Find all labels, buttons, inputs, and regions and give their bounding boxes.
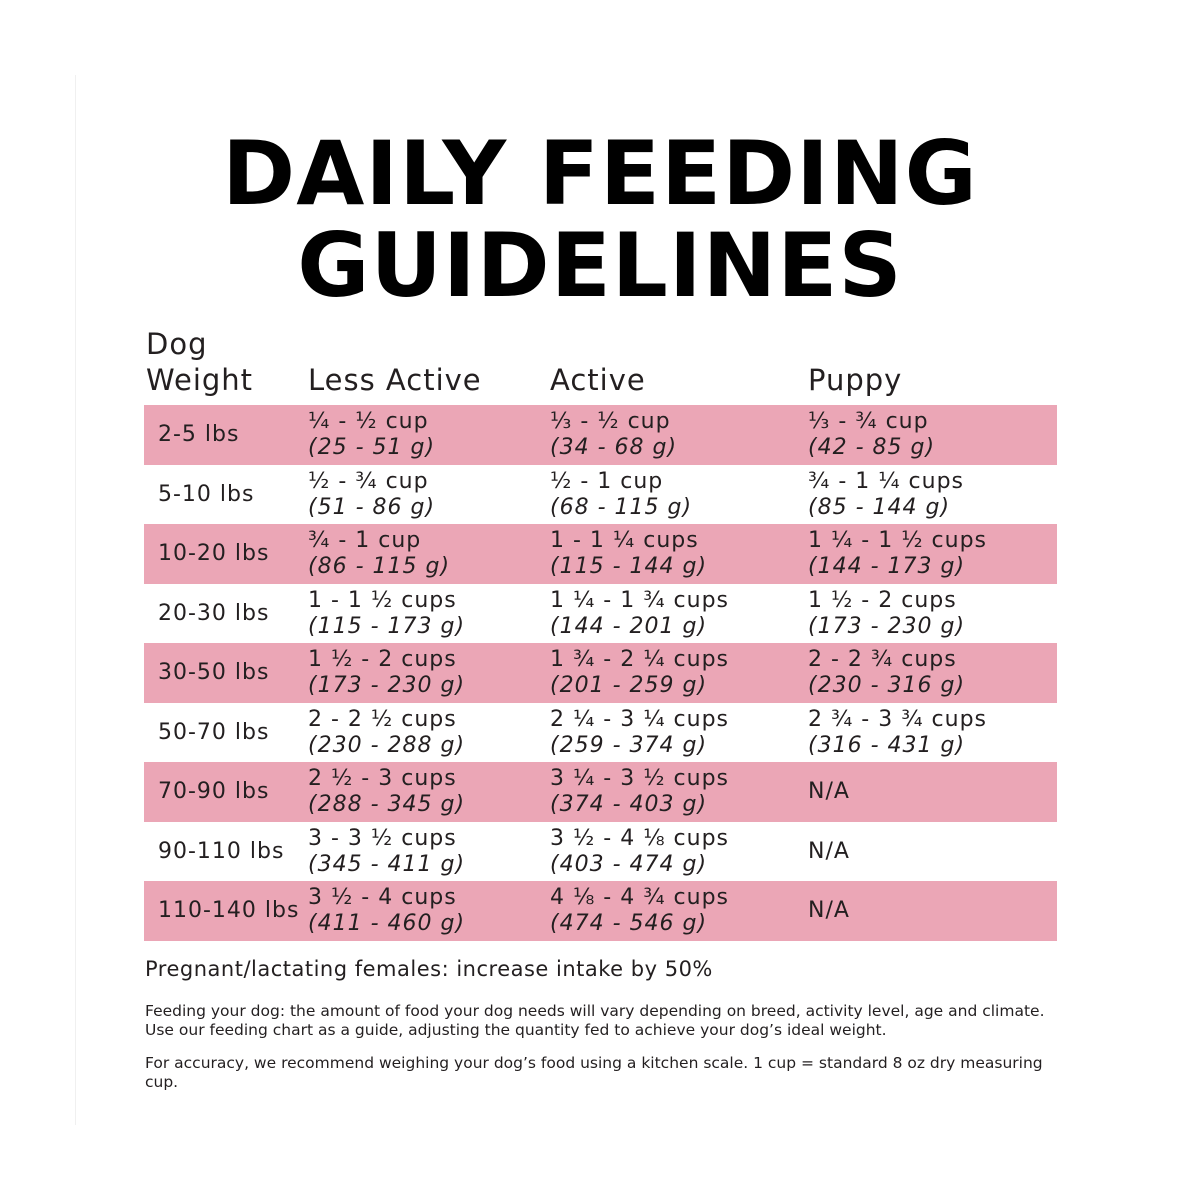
header-dog-weight-line-2: Weight	[146, 363, 254, 397]
gram-amount: (230 - 316 g)	[808, 673, 966, 698]
active-cell	[550, 885, 729, 937]
weight-cell: 2-5 lbs	[158, 422, 240, 447]
gram-amount: (345 - 411 g)	[308, 851, 466, 877]
cup-amount: ¾ - 1 cup	[308, 528, 422, 553]
title-line-1: DAILY FEEDING	[222, 122, 978, 225]
cup-amount: ⅓ - ½ cup	[550, 409, 671, 434]
cup-amount: 2 - 2 ¾ cups	[808, 647, 957, 672]
page-title	[0, 122, 1200, 317]
gram-amount: (144 - 201 g)	[550, 613, 708, 639]
less-active-cell	[308, 528, 450, 580]
cup-amount: 3 - 3 ½ cups	[308, 825, 457, 851]
less-active-cell	[308, 647, 465, 699]
less-active-cell	[308, 469, 435, 521]
cup-amount: ½ - 1 cup	[550, 468, 664, 494]
cup-amount: 1 ½ - 2 cups	[308, 647, 457, 672]
cup-amount: 2 - 2 ½ cups	[308, 706, 457, 732]
header-puppy: Puppy	[808, 363, 903, 397]
table-row	[144, 584, 1057, 644]
feeding-table	[144, 405, 1057, 941]
active-cell	[550, 647, 729, 699]
cup-amount: 3 ½ - 4 ⅛ cups	[550, 825, 730, 851]
cup-amount: ¼ - ½ cup	[308, 409, 429, 434]
header-dog-weight	[146, 326, 253, 398]
header-dog-weight-line-1: Dog	[146, 327, 208, 361]
cup-amount: 4 ⅛ - 4 ¾ cups	[550, 885, 730, 910]
pregnant-note: Pregnant/lactating females: increase intake by 50%	[145, 957, 713, 981]
title-line-2: GUIDELINES	[297, 214, 903, 317]
table-row	[144, 703, 1057, 763]
puppy-cell	[808, 707, 987, 759]
table-row	[144, 405, 1057, 465]
weight-cell: 5-10 lbs	[158, 481, 255, 507]
gram-amount: (85 - 144 g)	[808, 494, 951, 520]
header-active: Active	[550, 363, 646, 397]
less-active-cell	[308, 826, 465, 878]
cup-amount: 1 - 1 ¼ cups	[550, 528, 699, 553]
less-active-cell	[308, 409, 435, 461]
cup-amount: ⅓ - ¾ cup	[808, 409, 929, 434]
table-row	[144, 465, 1057, 525]
gram-amount: (411 - 460 g)	[308, 911, 466, 936]
active-cell	[550, 469, 692, 521]
table-row	[144, 881, 1057, 941]
less-active-cell	[308, 885, 465, 937]
weight-cell: 70-90 lbs	[158, 779, 270, 804]
active-cell	[550, 528, 707, 580]
weight-cell: 110-140 lbs	[158, 898, 300, 923]
puppy-cell-na: N/A	[808, 779, 850, 804]
cup-amount: ½ - ¾ cup	[308, 468, 429, 494]
cup-amount: 3 ¼ - 3 ½ cups	[550, 766, 730, 791]
weight-cell: 20-30 lbs	[158, 600, 270, 626]
cup-amount: 1 - 1 ½ cups	[308, 587, 457, 613]
cup-amount: 2 ¾ - 3 ¾ cups	[808, 706, 988, 732]
cup-amount: 1 ¼ - 1 ¾ cups	[550, 587, 730, 613]
active-cell	[550, 707, 729, 759]
cup-amount: ¾ - 1 ¼ cups	[808, 468, 965, 494]
gram-amount: (403 - 474 g)	[550, 851, 708, 877]
cup-amount: 2 ½ - 3 cups	[308, 766, 457, 791]
cup-amount: 1 ½ - 2 cups	[808, 587, 957, 613]
gram-amount: (86 - 115 g)	[308, 554, 451, 579]
gram-amount: (259 - 374 g)	[550, 732, 708, 758]
table-row	[144, 822, 1057, 882]
active-cell	[550, 588, 729, 640]
gram-amount: (115 - 173 g)	[308, 613, 466, 639]
puppy-cell	[808, 588, 965, 640]
weight-cell: 30-50 lbs	[158, 660, 270, 685]
feeding-note: Feeding your dog: the amount of food your dog needs will vary depending on breed, activity level, age and climate. Use our feeding chart as a guide, adjusting the quantity fed to achieve your dog’s ideal weight.	[145, 1002, 1045, 1039]
cup-amount: 1 ¼ - 1 ½ cups	[808, 528, 988, 553]
gram-amount: (42 - 85 g)	[808, 435, 936, 460]
weight-cell: 50-70 lbs	[158, 719, 270, 745]
puppy-cell-na: N/A	[808, 838, 850, 864]
gram-amount: (115 - 144 g)	[550, 554, 708, 579]
active-cell	[550, 826, 729, 878]
cup-amount: 3 ½ - 4 cups	[308, 885, 457, 910]
puppy-cell-na: N/A	[808, 898, 850, 923]
table-row	[144, 762, 1057, 822]
puppy-cell	[808, 469, 964, 521]
table-row	[144, 643, 1057, 703]
less-active-cell	[308, 766, 465, 818]
active-cell	[550, 766, 729, 818]
table-header	[144, 326, 1057, 402]
gram-amount: (288 - 345 g)	[308, 792, 466, 817]
header-less-active: Less Active	[308, 363, 482, 397]
gram-amount: (316 - 431 g)	[808, 732, 966, 758]
gram-amount: (230 - 288 g)	[308, 732, 466, 758]
active-cell	[550, 409, 677, 461]
puppy-cell	[808, 409, 935, 461]
puppy-cell	[808, 647, 965, 699]
weight-cell: 90-110 lbs	[158, 838, 285, 864]
cup-amount: 1 ¾ - 2 ¼ cups	[550, 647, 730, 672]
gram-amount: (374 - 403 g)	[550, 792, 708, 817]
gram-amount: (173 - 230 g)	[808, 613, 966, 639]
gram-amount: (173 - 230 g)	[308, 673, 466, 698]
gram-amount: (68 - 115 g)	[550, 494, 693, 520]
weight-cell: 10-20 lbs	[158, 541, 270, 566]
gram-amount: (474 - 546 g)	[550, 911, 708, 936]
less-active-cell	[308, 588, 465, 640]
puppy-cell	[808, 528, 987, 580]
gram-amount: (51 - 86 g)	[308, 494, 436, 520]
less-active-cell	[308, 707, 465, 759]
cup-amount: 2 ¼ - 3 ¼ cups	[550, 706, 730, 732]
accuracy-note: For accuracy, we recommend weighing your dog’s food using a kitchen scale. 1 cup = standard 8 oz dry measuring cup.	[145, 1054, 1043, 1091]
table-row	[144, 524, 1057, 584]
gram-amount: (25 - 51 g)	[308, 435, 436, 460]
gram-amount: (201 - 259 g)	[550, 673, 708, 698]
gram-amount: (144 - 173 g)	[808, 554, 966, 579]
gram-amount: (34 - 68 g)	[550, 435, 678, 460]
